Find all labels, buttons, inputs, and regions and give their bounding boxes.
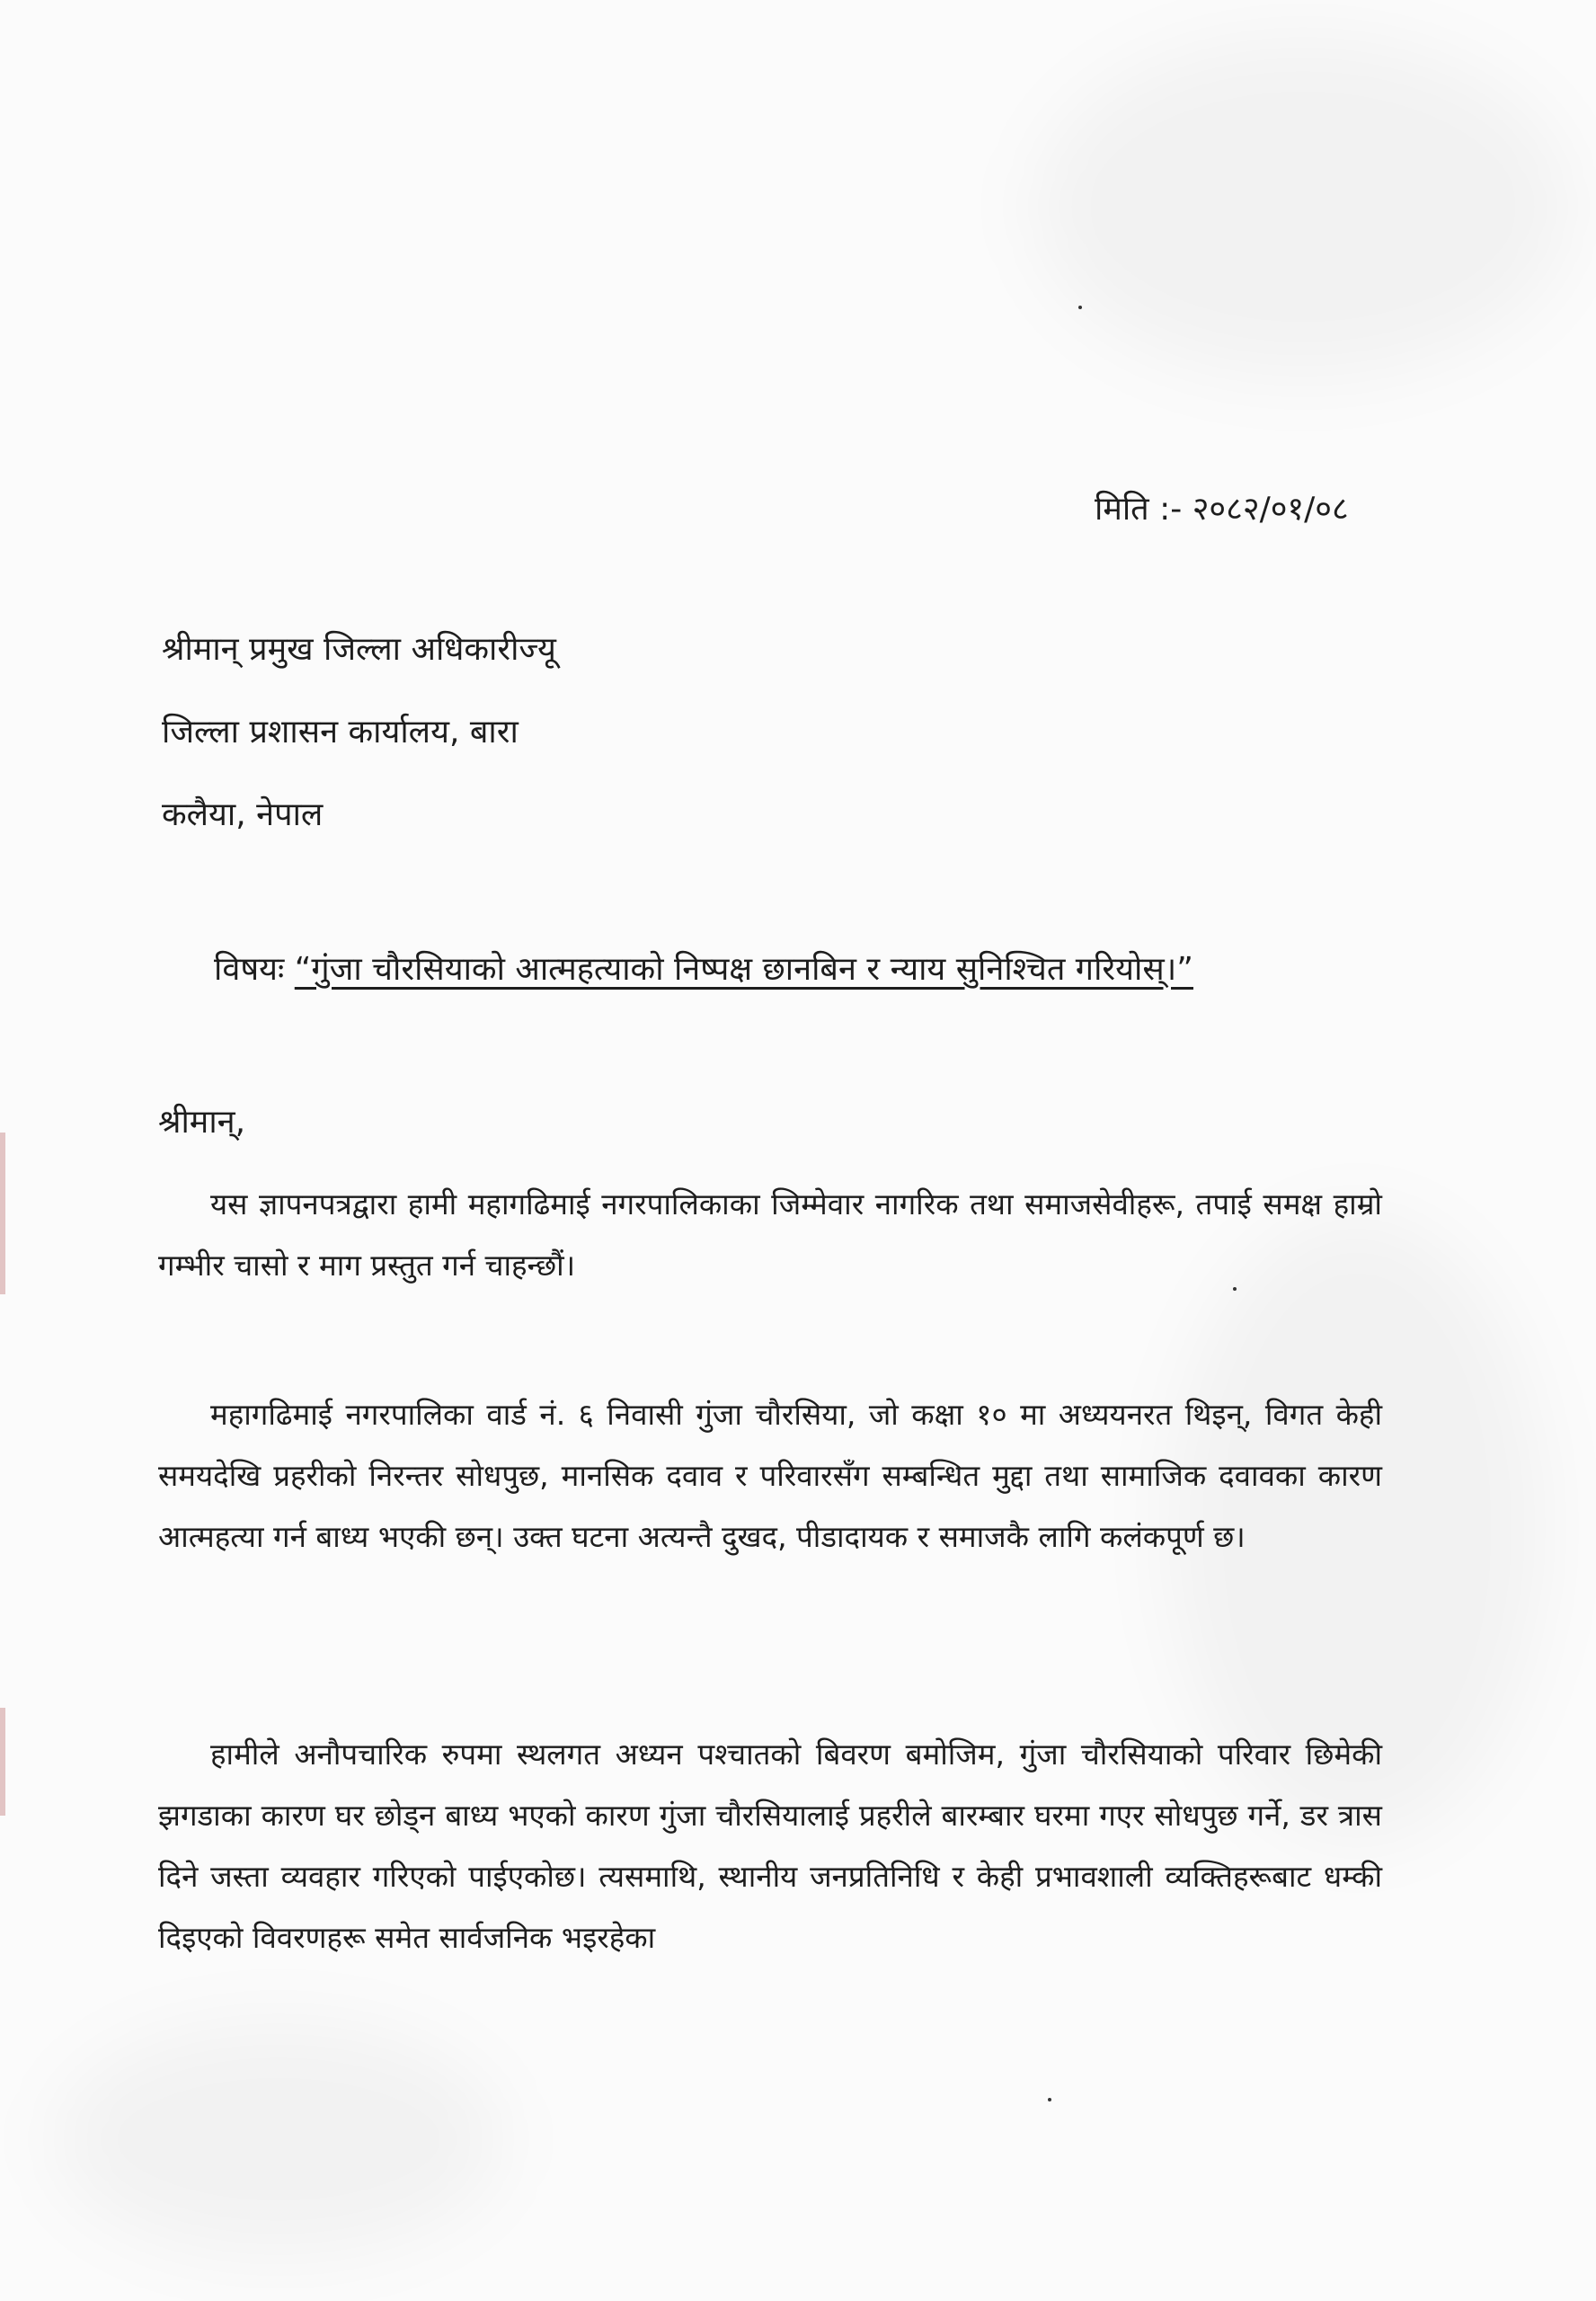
subject-line [214,946,1193,990]
subject-label: विषयः [214,951,285,988]
body-paragraph-3: हामीले अनौपचारिक रुपमा स्थलगत अध्यन पश्चातको बिवरण बमोजिम, गुंजा चौरसियाको परिवार छिमेकी झगडाका कारण घर छोड्न बाध्य भएको कारण गुंजा चौरसियालाई प्रहरीले बारम्बार घरमा गएर सोधपुछ गर्ने, डर त्रास दिने जस्ता व्यवहार गरिएको पाईएकोछ। त्यसमाथि, स्थानीय जनप्रतिनिधि र केही प्रभावशाली व्यक्तिहरूबाट धम्की दिइएको विवरणहरू समेत सार्वजनिक भइरहेका [158,1737,1382,1955]
recipient-line-3: कलैया, नेपाल [162,796,324,833]
letter-date: मिति :- २०८२/०१/०८ [1095,491,1349,528]
paper-edge-mark [0,1708,5,1816]
recipient-line-2: जिल्ला प्रशासन कार्यालय, बारा [162,714,519,751]
ink-speck [1048,2098,1051,2101]
paper-smudge [1033,36,1573,378]
ink-speck [1078,306,1082,309]
paper-smudge [54,2022,503,2256]
recipient-line-1: श्रीमान् प्रमुख जिल्ला अधिकारीज्यू [162,631,556,668]
paper-edge-mark [0,1133,5,1294]
subject-text: “गुंजा चौरसियाको आत्महत्याको निष्पक्ष छानबिन र न्याय सुनिश्चित गरियोस्।” [294,951,1193,988]
body-paragraph-1: यस ज्ञापनपत्रद्वारा हामी महागढिमाई नगरपालिकाका जिम्मेवार नागरिक तथा समाजसेवीहरू, तपाई समक्ष हाम्रो गम्भीर चासो र माग प्रस्तुत गर्न चाहन्छौं। [158,1186,1382,1283]
salutation: श्रीमान्, [158,1104,246,1141]
body-paragraph-2: महागढिमाई नगरपालिका वार्ड नं. ६ निवासी गुंजा चौरसिया, जो कक्षा १० मा अध्ययनरत थिइन्, विगत केही समयदेखि प्रहरीको निरन्तर सोधपुछ, मानसिक दवाव र परिवारसँग सम्बन्धित मुद्दा तथा सामाजिक दवावका कारण आत्महत्या गर्न बाध्य भएकी छन्। उक्त घटना अत्यन्तै दुखद, पीडादायक र समाजकै लागि कलंकपूर्ण छ। [158,1397,1382,1554]
